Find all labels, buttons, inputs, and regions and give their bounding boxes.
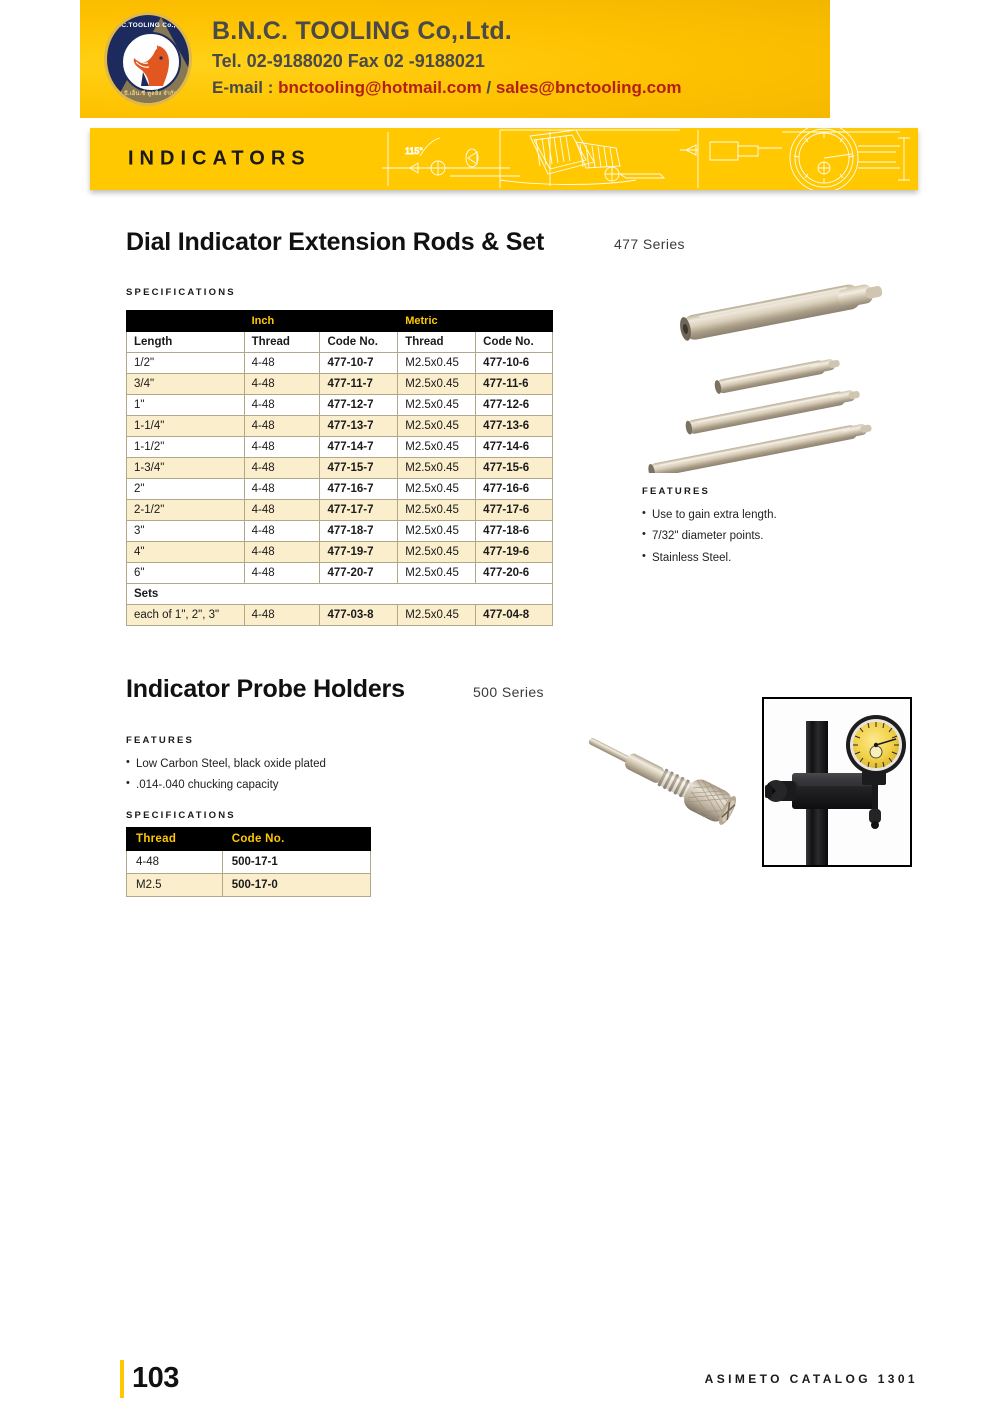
table-cell: 477-16-6: [476, 479, 553, 500]
table-cell: M2.5x0.45: [398, 353, 476, 374]
table-cell: 4-48: [244, 458, 320, 479]
extension-rods-photo: [640, 258, 915, 473]
specifications-kicker-2: SPECIFICATIONS: [126, 810, 236, 821]
table-body-probe-holders: [127, 851, 371, 897]
table-cell: 477-15-6: [476, 458, 553, 479]
product-series-477: 477 Series: [614, 236, 685, 252]
table-cell: M2.5x0.45: [398, 521, 476, 542]
product-title-extension-rods: Dial Indicator Extension Rods & Set: [126, 228, 545, 256]
table-cell: 477-12-7: [320, 395, 398, 416]
table-cell: 2-1/2": [127, 500, 245, 521]
table-cell: 477-11-7: [320, 374, 398, 395]
table-row: [127, 416, 553, 437]
table-cell: M2.5x0.45: [398, 416, 476, 437]
application-photo-frame: [762, 697, 912, 867]
features-block-probe-holders: [126, 735, 326, 800]
table-cell: 1/2": [127, 353, 245, 374]
table-row: [127, 874, 371, 897]
table-cell: 6": [127, 563, 245, 584]
table-cell: 477-13-7: [320, 416, 398, 437]
table-cell: M2.5x0.45: [398, 605, 476, 626]
feature-item: • .014-.040 chucking capacity: [126, 778, 326, 792]
table-cell: 477-14-6: [476, 437, 553, 458]
footer-accent-bar: [120, 1360, 124, 1398]
group-header-inch: Inch: [244, 311, 398, 332]
page-number: 103: [132, 1362, 179, 1394]
table-cell: 477-03-8: [320, 605, 398, 626]
table-cell: 2": [127, 479, 245, 500]
col-header-thread: Thread: [127, 828, 223, 851]
table-row: [127, 851, 371, 874]
table-row: [127, 458, 553, 479]
table-row: [127, 500, 553, 521]
specifications-table-probe-holders: [126, 827, 371, 897]
table-row: [127, 437, 553, 458]
svg-text:115°: 115°: [405, 146, 423, 156]
table-row: [127, 395, 553, 416]
table-row: [127, 542, 553, 563]
table-cell: 4-48: [244, 416, 320, 437]
features-list-probe-holders: [126, 757, 326, 793]
product-series-500: 500 Series: [473, 684, 544, 700]
table-cell: 1-1/4": [127, 416, 245, 437]
table-cell: 477-13-6: [476, 416, 553, 437]
table-cell: 477-11-6: [476, 374, 553, 395]
logo-arc-bottom-text: บ.บี.เอ็น.ซี ทูลลิ่ง จำกัด: [118, 91, 178, 97]
company-phone-line: Tel. 02-9188020 Fax 02 -9188021: [212, 51, 485, 71]
table-cell: 1": [127, 395, 245, 416]
table-cell: 4-48: [244, 374, 320, 395]
table-section-row-sets: [127, 584, 553, 605]
table-row: [127, 479, 553, 500]
table-cell: M2.5x0.45: [398, 437, 476, 458]
email-address-primary[interactable]: bnctooling@hotmail.com: [278, 78, 482, 97]
email-separator: /: [481, 78, 496, 97]
table-cell: 4-48: [244, 542, 320, 563]
features-kicker-2: FEATURES: [126, 735, 195, 746]
col-header-thread-metric: Thread: [398, 332, 476, 353]
feature-item: • Low Carbon Steel, black oxide plated: [126, 757, 326, 771]
table-cell: 477-10-6: [476, 353, 553, 374]
table-cell: M2.5x0.45: [398, 542, 476, 563]
table-cell: 477-10-7: [320, 353, 398, 374]
table-cell: 1-1/2": [127, 437, 245, 458]
table-cell: 477-12-6: [476, 395, 553, 416]
table-cell: 4-48: [244, 479, 320, 500]
table-cell: M2.5x0.45: [398, 374, 476, 395]
table-cell: 477-18-6: [476, 521, 553, 542]
table-row: [127, 374, 553, 395]
table-cell: 4-48: [244, 437, 320, 458]
company-name: B.N.C. TOOLING Co,.Ltd.: [212, 17, 512, 45]
product-title-probe-holders: Indicator Probe Holders: [126, 675, 405, 703]
table-cell: 477-15-7: [320, 458, 398, 479]
probe-holder-photo: [565, 718, 755, 843]
table-row: [127, 605, 553, 626]
table-cell: 477-19-6: [476, 542, 553, 563]
specifications-table-extension-rods: [126, 310, 553, 626]
email-label: E-mail :: [212, 78, 279, 97]
table-row: [127, 353, 553, 374]
table-body-extension-rods: [127, 353, 553, 626]
table-cell: 477-18-7: [320, 521, 398, 542]
table-cell: 477-14-7: [320, 437, 398, 458]
table-cell: 3/4": [127, 374, 245, 395]
table-cell: 477-20-6: [476, 563, 553, 584]
table-cell: M2.5x0.45: [398, 458, 476, 479]
table-cell: 4-48: [244, 521, 320, 542]
table-cell: 500-17-0: [222, 874, 370, 897]
table-cell: 4-48: [244, 500, 320, 521]
table-row: [127, 563, 553, 584]
catalog-footer-text: ASIMETO CATALOG 1301: [704, 1372, 918, 1386]
table-cell: 4": [127, 542, 245, 563]
table-cell: M2.5: [127, 874, 223, 897]
group-header-blank: [127, 311, 245, 332]
features-list-extension-rods: [642, 508, 777, 565]
table-cell: 477-19-7: [320, 542, 398, 563]
features-kicker-1: FEATURES: [642, 486, 711, 497]
table-cell: 3": [127, 521, 245, 542]
col-header-code-no: Code No.: [222, 828, 370, 851]
feature-item: • Use to gain extra length.: [642, 508, 777, 522]
table-cell: M2.5x0.45: [398, 479, 476, 500]
logo-arc-top-text: B.N.C.TOOLING Co.,Ltd.: [107, 22, 189, 29]
group-header-metric: Metric: [398, 311, 553, 332]
table-cell: 4-48: [244, 395, 320, 416]
table-row: [127, 521, 553, 542]
table-column-header-row: [127, 332, 553, 353]
col-header-code-inch: Code No.: [320, 332, 398, 353]
features-block-extension-rods: [642, 486, 777, 572]
table-cell: 4-48: [244, 353, 320, 374]
col-header-code-metric: Code No.: [476, 332, 553, 353]
table-cell: M2.5x0.45: [398, 395, 476, 416]
email-address-secondary[interactable]: sales@bnctooling.com: [495, 78, 682, 97]
table-cell: 477-17-6: [476, 500, 553, 521]
table-cell: 477-20-7: [320, 563, 398, 584]
col-header-length: Length: [127, 332, 245, 353]
table-cell: 500-17-1: [222, 851, 370, 874]
table-group-header-row: [127, 311, 553, 332]
feature-item: • 7/32" diameter points.: [642, 529, 777, 543]
table-cell: 4-48: [244, 605, 320, 626]
section-title: INDICATORS: [128, 147, 311, 170]
table-cell: 477-16-7: [320, 479, 398, 500]
table-cell: 1-3/4": [127, 458, 245, 479]
table-cell: each of 1", 2", 3": [127, 605, 245, 626]
table-cell: 4-48: [244, 563, 320, 584]
table-cell: 4-48: [127, 851, 223, 874]
feature-item: • Stainless Steel.: [642, 551, 777, 565]
sets-label: Sets: [127, 584, 553, 605]
col-header-thread-inch: Thread: [244, 332, 320, 353]
table-cell: M2.5x0.45: [398, 563, 476, 584]
table2-header-row: [127, 828, 371, 851]
dial-indicator-on-stand-photo: [764, 699, 910, 865]
specifications-kicker-1: SPECIFICATIONS: [126, 287, 236, 298]
table-cell: 477-04-8: [476, 605, 553, 626]
table-cell: 477-17-7: [320, 500, 398, 521]
table-cell: M2.5x0.45: [398, 500, 476, 521]
